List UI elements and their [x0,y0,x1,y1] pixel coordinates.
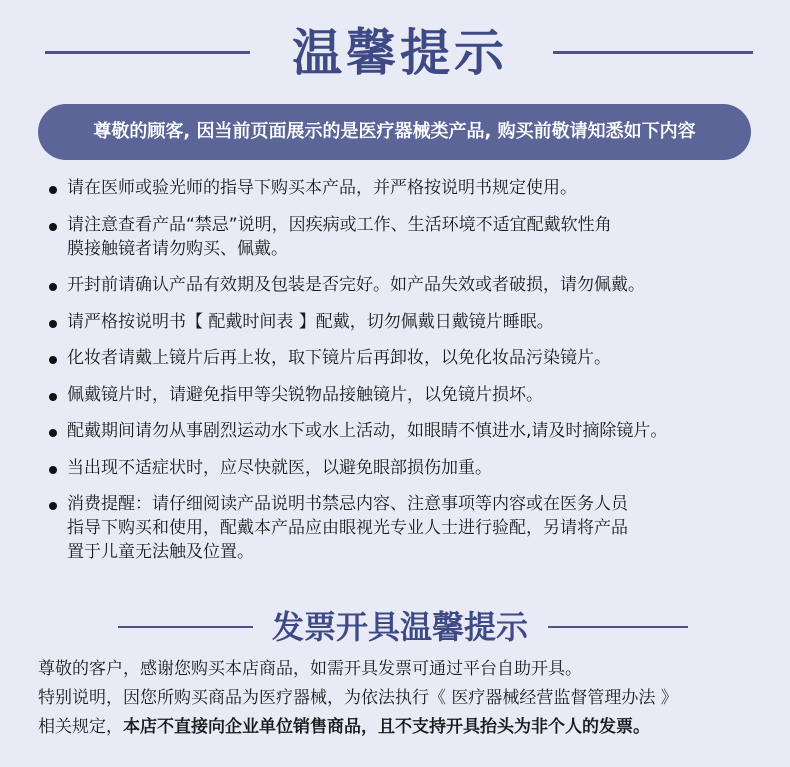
notice-text: 当出现不适症状时，应尽快就医，以避免眼部损伤加重。 [67,457,492,478]
notice-item [40,419,760,443]
notice-item [40,273,760,297]
notice-text: 消费提醒：请仔细阅读产品说明书禁忌内容、注意事项等内容或在医务人员 [67,494,628,514]
invoice-divider-left [118,626,253,628]
notice-item [40,383,760,407]
bullet-dot-icon [49,502,57,510]
notice-item [40,310,760,334]
notice-list [40,176,760,577]
notice-item [40,346,760,370]
page-title: 温馨提示 [292,24,508,82]
title-row [0,18,790,88]
notice-item [40,213,760,261]
bullet-dot-icon [49,466,57,474]
bullet-dot-icon [49,186,57,194]
bullet-dot-icon [49,283,57,291]
invoice-line-3-normal: 相关规定， [38,717,123,737]
invoice-notice [38,655,783,742]
notice-text: 膜接触镜者请勿购买、佩戴。 [67,238,288,259]
invoice-line-3 [38,713,783,742]
bullet-dot-icon [49,320,57,328]
notice-text: 置于儿童无法触及位置。 [67,542,254,562]
bullet-dot-icon [49,393,57,401]
notice-text: 佩戴镜片时，请避免指甲等尖锐物品接触镜片，以免镜片损坏。 [67,384,543,405]
notice-text: 开封前请确认产品有效期及包装是否完好。如产品失效或者破损，请勿佩戴。 [67,275,645,295]
bullet-dot-icon [49,356,57,364]
notice-banner: 尊敬的顾客, 因当前页面展示的是医疗器械类产品, 购买前敬请知悉如下内容 [38,104,751,160]
notice-text: 指导下购买和使用，配戴本产品应由眼视光专业人士进行验配，另请将产品 [67,518,628,538]
notice-text: 请严格按说明书【 配戴时间表 】配戴，切勿佩戴日戴镜片睡眠。 [67,311,554,332]
notice-item [40,456,760,480]
notice-text: 请注意查看产品“禁忌”说明，因疾病或工作、生活环境不适宜配戴软性角 [67,214,612,235]
invoice-line-1: 尊敬的客户，感谢您购买本店商品，如需开具发票可通过平台自助开具。 [38,659,582,679]
bullet-dot-icon [49,223,57,231]
title-divider-left [45,51,250,54]
notice-item [40,176,760,200]
notice-text: 配戴期间请勿从事剧烈运动水下或水上活动，如眼睛不慎进水,请及时摘除镜片。 [67,421,668,441]
notice-text: 请在医师或验光师的指导下购买本产品，并严格按说明书规定使用。 [67,178,577,198]
notice-item [40,492,760,564]
title-divider-right [553,51,753,54]
notice-text: 化妆者请戴上镜片后再上妆，取下镜片后再卸妆，以免化妆品污染镜片。 [67,348,611,368]
invoice-title: 发票开具温馨提示 [271,608,528,646]
invoice-line-2: 特别说明，因您所购买商品为医疗器械，为依法执行《 医疗器械经营监督管理办法 》 [38,688,678,708]
bullet-dot-icon [49,429,57,437]
invoice-line-3-bold: 本店不直接向企业单位销售商品，且不支持开具抬头为非个人的发票。 [123,717,650,737]
invoice-divider-right [548,626,688,628]
invoice-title-row [0,602,790,652]
